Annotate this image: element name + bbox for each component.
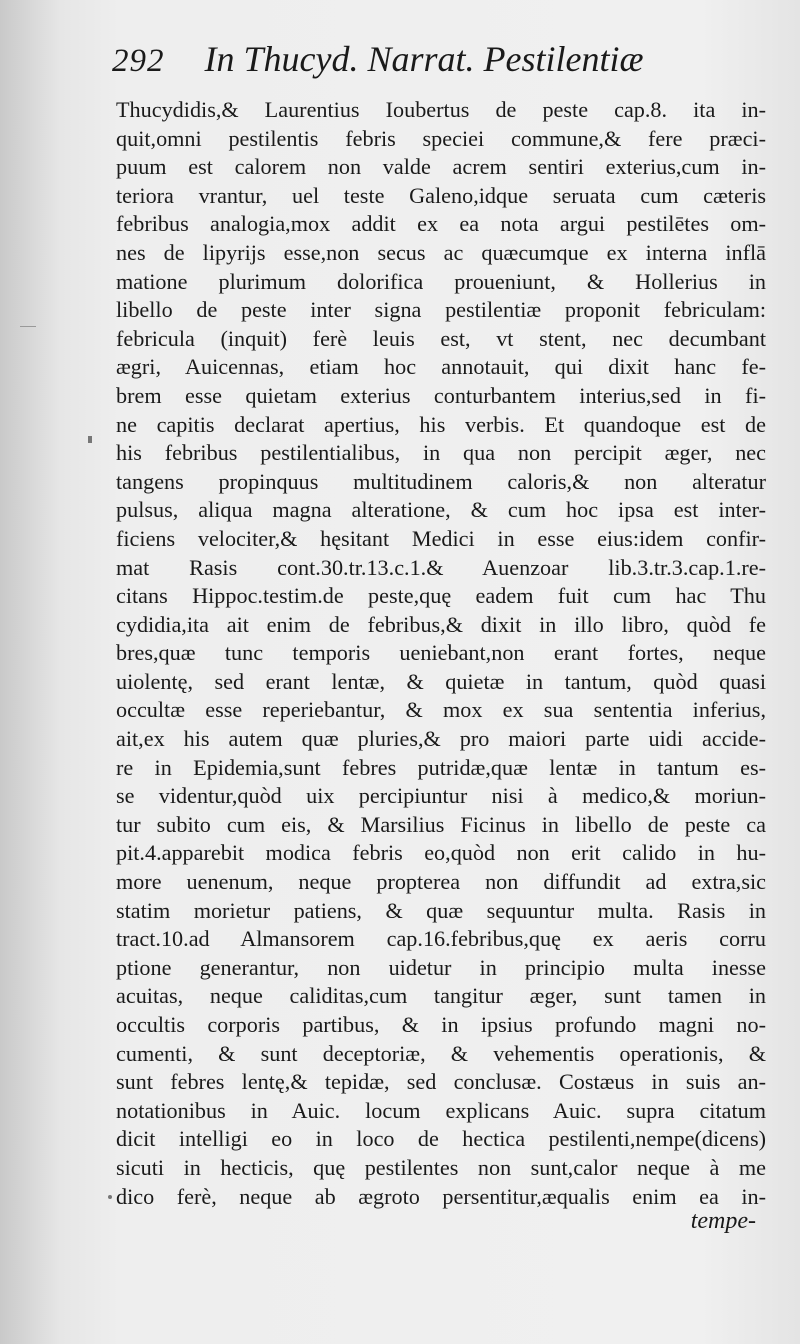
text-line: matione plurimum dolorifica proueniunt, & Hollerius in bbox=[116, 268, 766, 294]
text-line: tangens propinquus multitudinem caloris,& non alteratur bbox=[116, 468, 766, 494]
running-title: In Thucyd. Narrat. Pestilentiæ bbox=[204, 39, 644, 79]
text-line: tur subito cum eis, & Marsilius Ficinus in libello de peste ca bbox=[116, 811, 766, 837]
text-line: ficiens velociter,& hęsitant Medici in esse eius:idem confir- bbox=[116, 525, 766, 551]
page-number: 292 bbox=[112, 43, 165, 79]
text-line: ptione generantur, non uidetur in principio multa inesse bbox=[116, 954, 766, 980]
text-line: Thucydidis,& Laurentius Ioubertus de peste cap.8. ita in- bbox=[116, 97, 766, 122]
text-line: dicit intelligi eo in loco de hectica pestilenti,nempe(dicens) bbox=[116, 1126, 766, 1152]
text-line: sunt febres lentę,& tepidæ, sed conclusæ. Costæus in suis an- bbox=[116, 1069, 766, 1095]
text-line: re in Epidemia,sunt febres putridæ,quæ lentæ in tantum es- bbox=[116, 754, 766, 780]
text-line: mat Rasis cont.30.tr.13.c.1.& Auenzoar lib.3.tr.3.cap.1.re- bbox=[116, 554, 766, 580]
text-line: tract.10.ad Almansorem cap.16.febribus,quę ex aeris corru bbox=[116, 926, 766, 952]
text-line: pulsus, aliqua magna alteratione, & cum hoc ipsa est inter- bbox=[116, 497, 766, 523]
text-line: uiolentę, sed erant lentæ, & quietæ in tantum, quòd quasi bbox=[116, 668, 766, 694]
text-line: quit,omni pestilentis febris speciei commune,& fere præci- bbox=[116, 125, 766, 151]
text-line: puum est calorem non valde acrem sentiri exterius,cum in- bbox=[116, 154, 766, 180]
margin-dot bbox=[108, 1195, 112, 1199]
body-text bbox=[116, 96, 766, 1211]
catchword: tempe- bbox=[690, 1208, 756, 1234]
text-line: cumenti, & sunt deceptoriæ, & vehementis operationis, & bbox=[116, 1040, 766, 1066]
text-line: more uenenum, neque propterea non diffundit ad extra,sic bbox=[116, 869, 766, 895]
text-line: se videntur,quòd uix percipiuntur nisi à medico,& moriun- bbox=[116, 783, 766, 809]
text-line: ait,ex his autem quæ pluries,& pro maiori parte uidi accide- bbox=[116, 726, 766, 752]
page-footer bbox=[130, 1204, 770, 1244]
margin-dot bbox=[88, 436, 92, 443]
text-line: statim morietur patiens, & quæ sequuntur multa. Rasis in bbox=[116, 897, 766, 923]
text-line: occultæ esse reperiebantur, & mox ex sua sententia inferius, bbox=[116, 697, 766, 723]
text-line: pit.4.apparebit modica febris eo,quòd non erit calido in hu- bbox=[116, 840, 766, 866]
text-line: citans Hippoc.testim.de peste,quę eadem fuit cum hac Thu bbox=[116, 583, 766, 609]
text-line: occultis corporis partibus, & in ipsius profundo magni no- bbox=[116, 1012, 766, 1037]
text-line: notationibus in Auic. locum explicans Auic. supra citatum bbox=[116, 1097, 766, 1123]
text-line: sicuti in hecticis, quę pestilentes non sunt,calor neque à me bbox=[116, 1154, 766, 1180]
margin-mark bbox=[20, 326, 36, 327]
text-line: febricula (inquit) ferè leuis est, vt stent, nec decumbant bbox=[116, 325, 766, 351]
text-line: brem esse quietam exterius conturbantem interius,sed in fi- bbox=[116, 382, 766, 408]
text-line: teriora vrantur, uel teste Galeno,idque seruata cum cæteris bbox=[116, 182, 766, 208]
text-line: libello de peste inter signa pestilentiæ proponit febriculam: bbox=[116, 297, 766, 323]
text-line: febribus analogia,mox addit ex ea nota argui pestilētes om- bbox=[116, 211, 766, 237]
text-line: acuitas, neque caliditas,cum tangitur æger, sunt tamen in bbox=[116, 983, 766, 1009]
text-line: dico ferè, neque ab ægroto persentitur,æqualis enim ea in- bbox=[116, 1183, 766, 1209]
text-line: ne capitis declarat apertius, his verbis. Et quandoque est de bbox=[116, 411, 766, 437]
page-header bbox=[112, 38, 800, 94]
text-line: bres,quæ tunc temporis ueniebant,non erant fortes, neque bbox=[116, 640, 766, 666]
text-line: his febribus pestilentialibus, in qua non percipit æger, nec bbox=[116, 440, 766, 466]
text-line: ægri, Auicennas, etiam hoc annotauit, qui dixit hanc fe- bbox=[116, 354, 766, 380]
text-line: nes de lipyrijs esse,non secus ac quæcumque ex interna inflā bbox=[116, 239, 766, 265]
text-line: cydidia,ita ait enim de febribus,& dixit in illo libro, quòd fe bbox=[116, 611, 766, 637]
